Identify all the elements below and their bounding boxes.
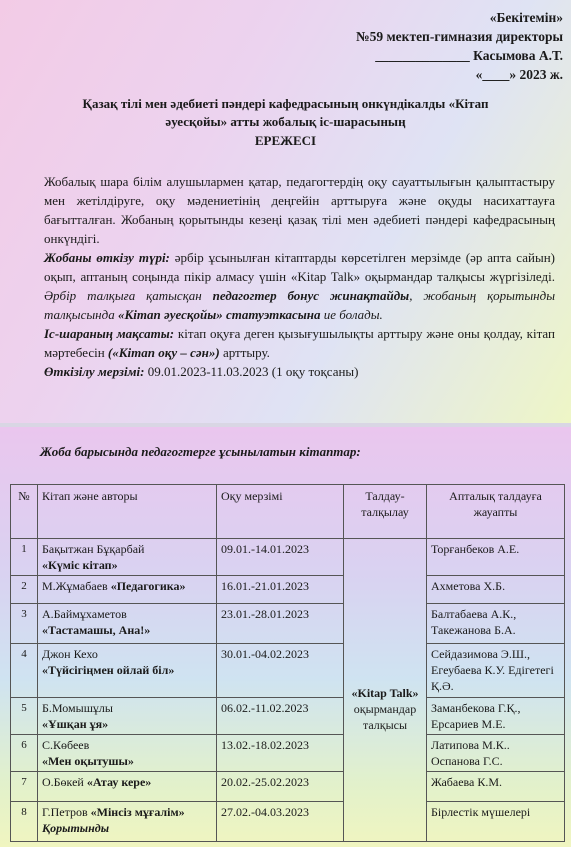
approval-line: №59 мектеп-гимназия директоры: [356, 29, 563, 44]
row-extra: Қорытынды: [42, 821, 110, 835]
row-book: [38, 698, 217, 735]
paragraph-format: [44, 248, 555, 324]
table-row: [11, 772, 565, 802]
approval-stamp: [356, 8, 563, 84]
row-number: 6: [11, 735, 38, 772]
row-number: 7: [11, 772, 38, 802]
row-period: 27.02.-04.03.2023: [217, 802, 344, 842]
row-responsible: Жабаева К.М.: [427, 772, 565, 802]
paragraph-text: арттыру.: [219, 345, 270, 360]
row-number: 4: [11, 644, 38, 698]
header-responsible: Апталық талдауға жауапты: [427, 485, 565, 539]
table-row: [11, 644, 565, 698]
row-responsible: Балтабаева А.К., Такежанова Б.А.: [427, 604, 565, 644]
heading-line: әуесқойы» атты жобалық іс-шарасының: [165, 114, 406, 129]
row-book: [38, 576, 217, 604]
row-book: [38, 604, 217, 644]
paragraph-goal: [44, 324, 555, 362]
row-period: 13.02.-18.02.2023: [217, 735, 344, 772]
paragraph-text: әрбір ұсынылған кітаптарды көрсетілген мерзімде (әр апта сайын) оқып, аптаның соңында пікір алмасу үшін «Kitap Talk» оқырмандар талқысы жүргізіледі.: [44, 250, 555, 284]
row-period: 16.01.-21.01.2023: [217, 576, 344, 604]
row-number: 1: [11, 539, 38, 576]
document-heading: [40, 95, 531, 150]
document-body: [44, 172, 555, 381]
table-caption: Жоба барысында педагогтерге ұсынылатын кітаптар:: [40, 444, 361, 459]
paragraph-italic: ие болады.: [320, 307, 383, 322]
row-title: «Түйсігіңмен ойлай біл»: [42, 663, 175, 677]
paragraph-bold-italic: педагогтер бонус жинақтайды: [212, 288, 410, 303]
row-book: [38, 539, 217, 576]
row-period: 23.01.-28.01.2023: [217, 604, 344, 644]
row-title: «Атау кере»: [86, 775, 152, 789]
row-book: [38, 735, 217, 772]
paragraph-label: Жобаны өткізу түрі:: [44, 250, 170, 265]
row-responsible: Заманбекова Г.Қ., Ерсариев М.Е.: [427, 698, 565, 735]
table-header-row: [11, 485, 565, 539]
kitap-talk-subtitle: оқырмандар талқысы: [353, 702, 417, 732]
row-title: «Мен оқытушы»: [42, 754, 134, 768]
row-book: [38, 802, 217, 842]
paragraph-bold-italic: («Кітап оқу – сән»): [107, 345, 220, 360]
row-number: 2: [11, 576, 38, 604]
row-author: С.Көбеев: [42, 738, 90, 752]
row-title: «Педагогика»: [110, 579, 186, 593]
page-top: [0, 0, 571, 423]
row-author: Б.Момышұлы: [42, 701, 113, 715]
row-author: М.Жұмабаев: [42, 579, 111, 593]
row-title: «Мінсіз мұғалім»: [90, 805, 185, 819]
row-author: Джон Кехо: [42, 647, 98, 661]
paragraph-italic: Әрбір талқыға қатысқан: [44, 288, 213, 303]
row-author: О.Бөкей: [42, 775, 87, 789]
row-author: А.Баймұхаметов: [42, 607, 127, 621]
table-row: [11, 802, 565, 842]
row-responsible: Торғанбеков А.Е.: [427, 539, 565, 576]
row-responsible: Бірлестік мүшелері: [427, 802, 565, 842]
header-period: Оқу мерзімі: [217, 485, 344, 539]
header-book: Кітап және авторы: [38, 485, 217, 539]
paragraph-bold-italic: «Кітап әуесқойы» статуэткасына: [117, 307, 321, 322]
table-row: [11, 576, 565, 604]
row-responsible: Сейдазимова Э.Ш., Егеубаева К.У. Едігетегі Қ.Ә.: [427, 644, 565, 698]
approval-line: «____» 2023 ж.: [475, 67, 563, 82]
row-period: 09.01.-14.01.2023: [217, 539, 344, 576]
row-book: [38, 772, 217, 802]
row-author: Бақытжан Бұқарбай: [42, 542, 145, 556]
table-row: [11, 539, 565, 576]
row-period: 06.02.-11.02.2023: [217, 698, 344, 735]
paragraph-text: Жобалық шара білім алушылармен қатар, педагогтердің оқу сауаттылығын қалыптастыру мен жетілдіруге, оқу мәдениетінің деңгейін арттыруға және оқуды насихаттауға бағытталған. Жобаның қорытынды кезеңі қазақ тілі мен әдебиеті пәндері кафедрасының онкүндігі.: [44, 174, 555, 246]
paragraph-text: 09.01.2023-11.03.2023 (1 оқу тоқсаны): [144, 364, 359, 379]
paragraph-period: [44, 362, 555, 381]
heading-line: Қазақ тілі мен әдебиеті пәндері кафедрасының онкүндікалды «Кітап: [82, 96, 489, 111]
header-discussion: Талдау-талқылау: [344, 485, 427, 539]
row-responsible: Латипова М.К.. Оспанова Г.С.: [427, 735, 565, 772]
row-title: «Тастамашы, Ана!»: [42, 623, 151, 637]
row-author: Г.Петров: [42, 805, 91, 819]
row-period: 20.02.-25.02.2023: [217, 772, 344, 802]
row-number: 5: [11, 698, 38, 735]
row-period: 30.01.-04.02.2023: [217, 644, 344, 698]
kitap-talk-cell: [344, 539, 427, 842]
row-number: 8: [11, 802, 38, 842]
header-num: №: [11, 485, 38, 539]
row-title: «Ұшқан ұя»: [42, 717, 109, 731]
row-book: [38, 644, 217, 698]
approval-line: ______________ Касымова А.Т.: [375, 48, 563, 63]
table-row: [11, 735, 565, 772]
row-number: 3: [11, 604, 38, 644]
paragraph-intro: [44, 172, 555, 248]
books-table: [10, 484, 565, 842]
table-row: [11, 698, 565, 735]
paragraph-italic: , жобаның қорытынды талқысында: [44, 288, 556, 322]
heading-title: ЕРЕЖЕСІ: [254, 133, 317, 148]
row-title: «Күміс кітап»: [42, 558, 118, 572]
paragraph-text: кітап оқуға деген қызығушылықты арттыру және оны қолдау, кітап мәртебесін: [44, 326, 555, 360]
kitap-talk-title: «Kitap Talk»: [351, 686, 419, 700]
paragraph-label: Іс-шараның мақсаты:: [44, 326, 175, 341]
row-responsible: Ахметова Х.Б.: [427, 576, 565, 604]
table-row: [11, 604, 565, 644]
approval-line: «Бекітемін»: [489, 10, 563, 25]
paragraph-label: Өткізілу мерзімі:: [44, 364, 145, 379]
